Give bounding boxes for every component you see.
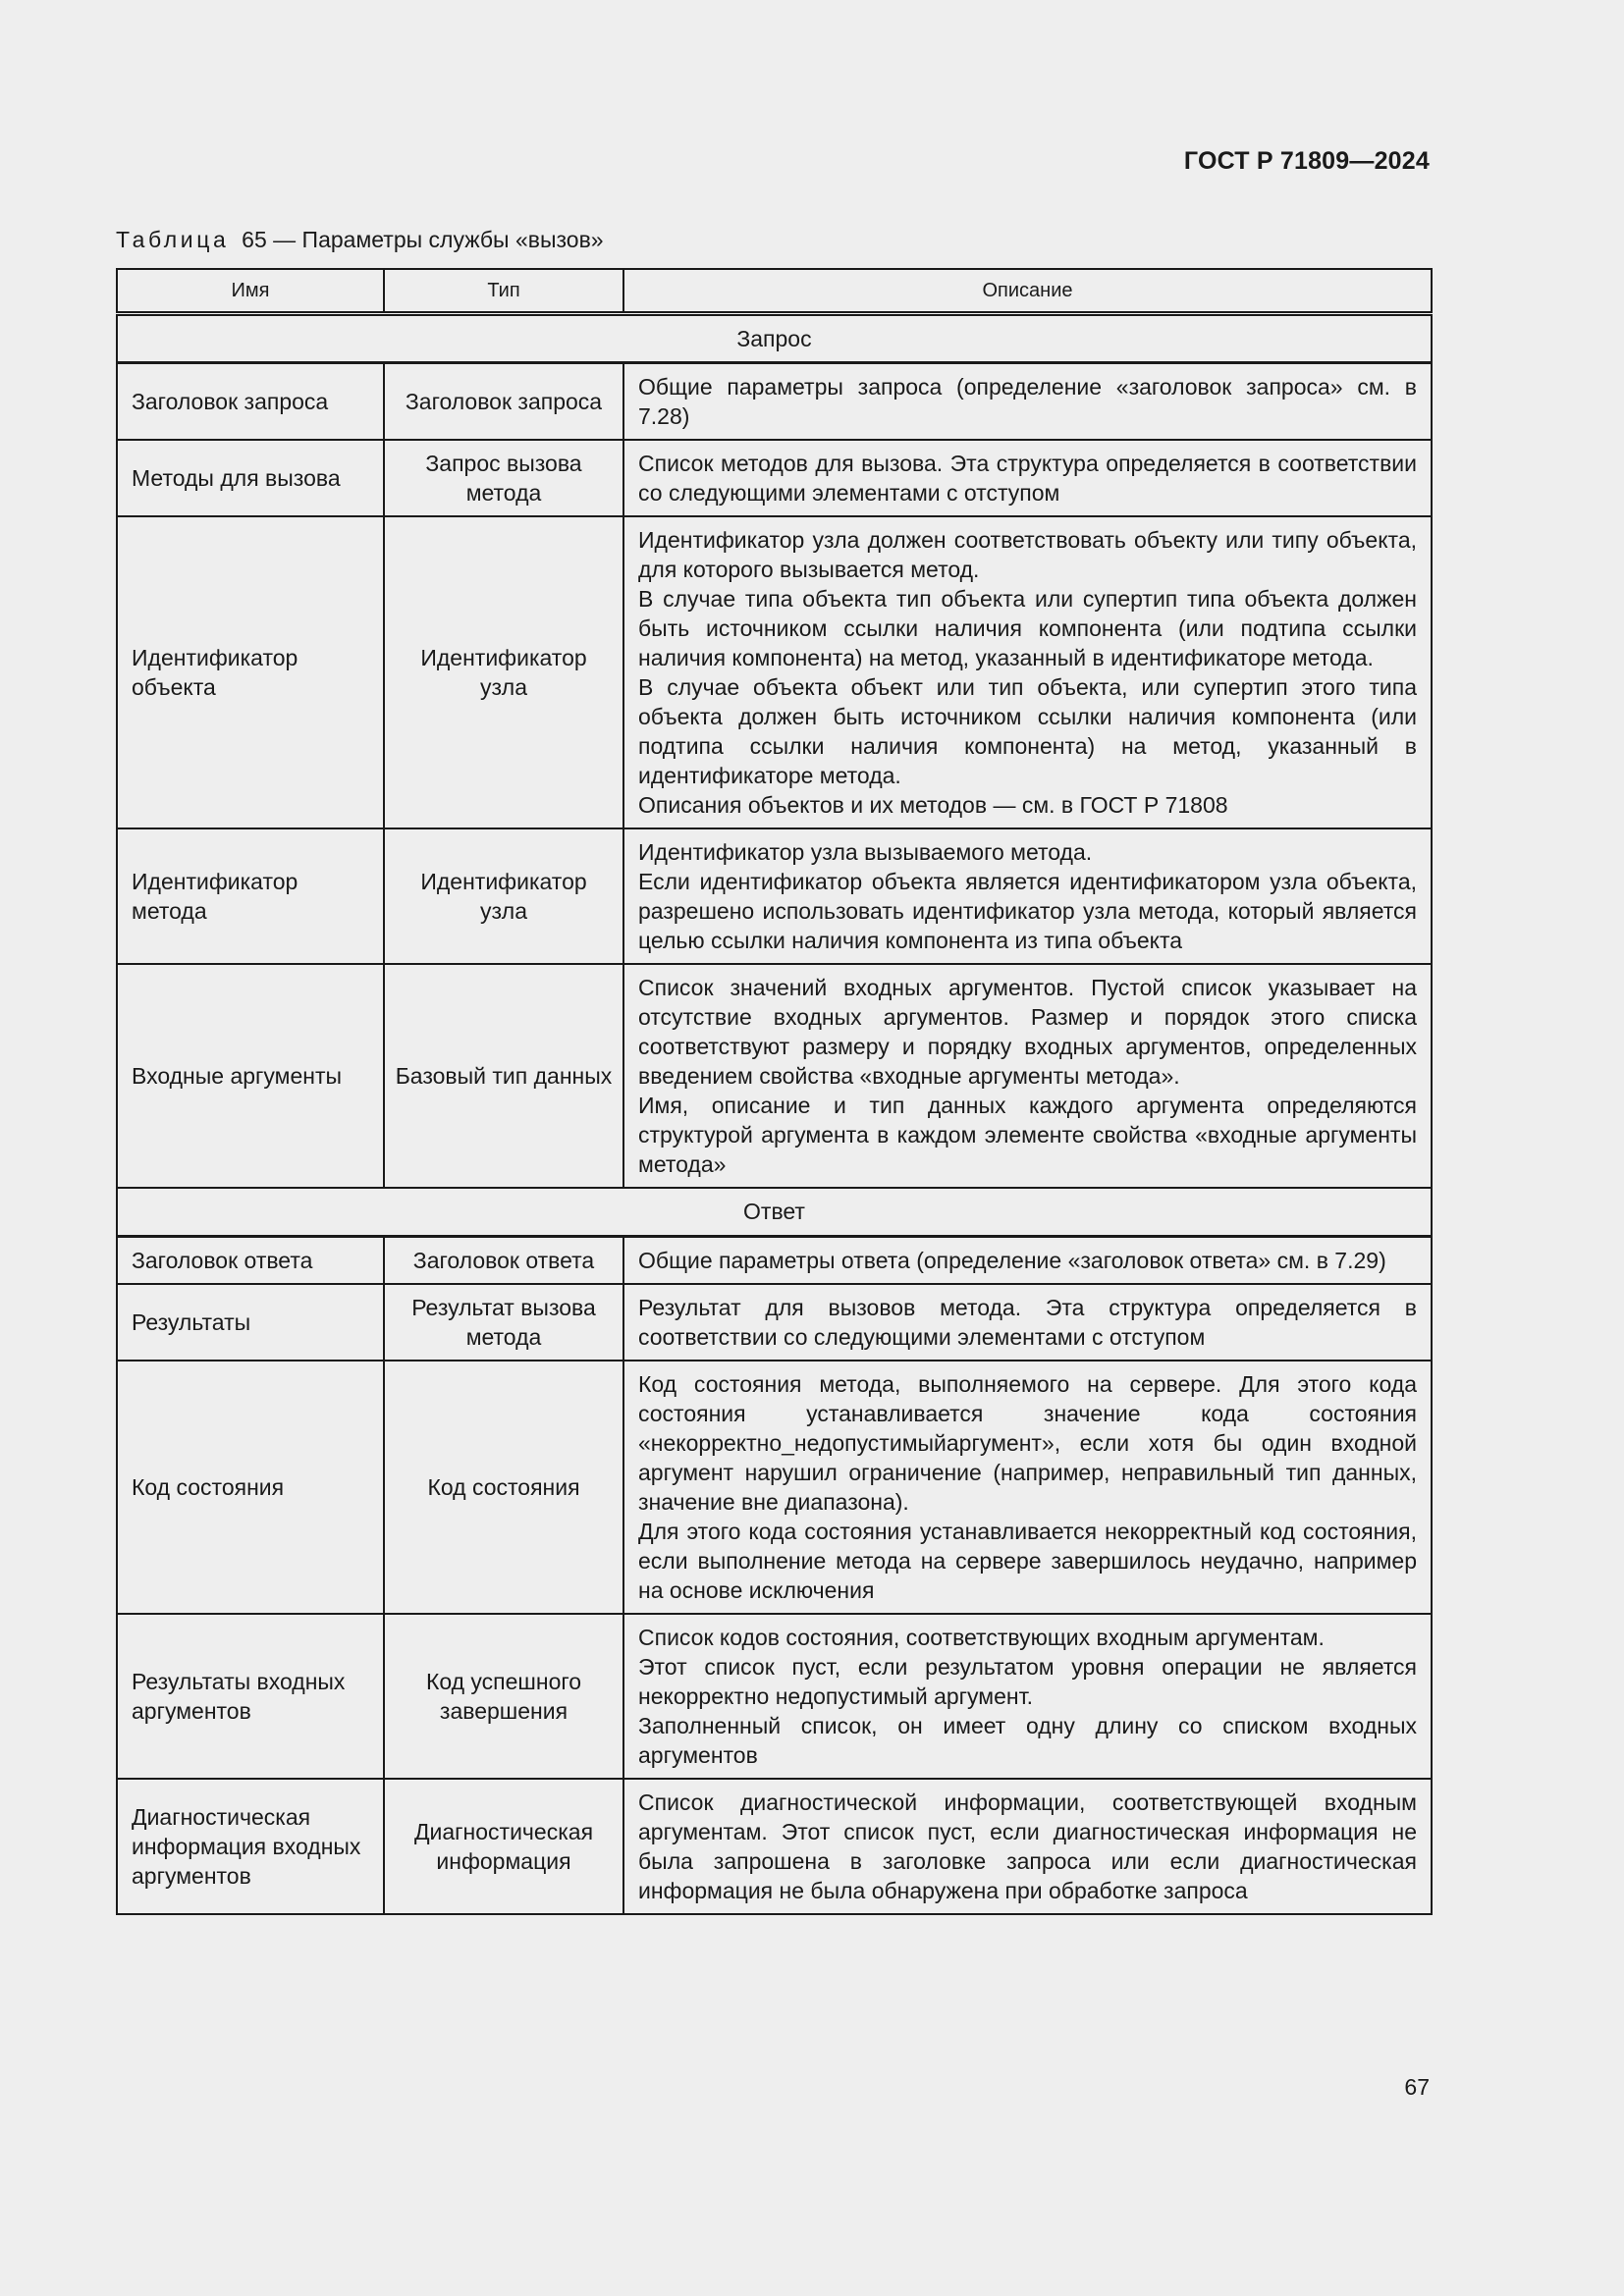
table-caption [116,227,604,253]
table-row [117,1779,1432,1914]
description-paragraph: Результат для вызовов метода. Эта структура определяется в соответствии со следующими элементами с отступом [638,1295,1417,1350]
param-type: Диагностическая информация [384,1779,623,1914]
section-title: Ответ [117,1188,1432,1237]
description-paragraph: Общие параметры ответа (определение «заголовок ответа» см. в 7.29) [638,1248,1386,1273]
description-paragraph: Этот список пуст, если результатом уровня операции не является некорректно недопустимый аргумент. [638,1654,1417,1709]
description-paragraph: В случае типа объекта тип объекта или супертип типа объекта должен быть источником ссылки наличия компонента (или подтипа ссылки наличия компонента) на метод, указанный в идентификаторе метода. [638,585,1417,670]
description-paragraph: Код состояния метода, выполняемого на сервере. Для этого кода состояния устанавливается значение кода состояния «некорректно_недопустимыйаргумент», если хотя бы один входной аргумент нарушил ограничение (например, неправильный тип данных, значение вне диапазона). [638,1371,1417,1515]
document-code: ГОСТ Р 71809—2024 [1183,147,1430,175]
param-description [623,440,1432,516]
table-row [117,1361,1432,1614]
param-name: Заголовок ответа [117,1237,384,1285]
param-description [623,1284,1432,1361]
table-row [117,1237,1432,1285]
param-type: Код состояния [384,1361,623,1614]
param-type: Идентификатор узла [384,516,623,828]
description-paragraph: Имя, описание и тип данных каждого аргумента определяются структурой аргумента в каждом элементе свойства «входные аргументы метода» [638,1092,1417,1177]
param-description [623,1237,1432,1285]
param-name: Код состояния [117,1361,384,1614]
table-row [117,1284,1432,1361]
description-paragraph: Общие параметры запроса (определение «заголовок запроса» см. в 7.28) [638,373,1417,429]
param-type: Заголовок ответа [384,1237,623,1285]
param-description [623,964,1432,1188]
description-paragraph: Список значений входных аргументов. Пустой список указывает на отсутствие входных аргументов. Размер и порядок этого списка соответствуют размеру и порядку входных аргументов, определенных введением свойства «входные аргументы метода». [638,974,1417,1089]
section-title: Запрос [117,313,1432,362]
table-row [117,1614,1432,1779]
param-description [623,1779,1432,1914]
param-name: Результаты входных аргументов [117,1614,384,1779]
description-paragraph: Заполненный список, он имеет одну длину со списком входных аргументов [638,1713,1417,1768]
param-description [623,828,1432,964]
column-header-description: Описание [623,269,1432,313]
table-caption-text: 65 — Параметры службы «вызов» [242,227,604,252]
param-name: Результаты [117,1284,384,1361]
description-paragraph: Идентификатор узла вызываемого метода. [638,838,1093,865]
description-paragraph: Если идентификатор объекта является идентификатором узла объекта, разрешено использовать идентификатор узла метода, который является целью ссылки наличия компонента из типа объекта [638,868,1417,953]
param-description [623,362,1432,440]
param-description [623,516,1432,828]
description-paragraph: В случае объекта объект или тип объекта, или супертип этого типа объекта должен быть источником ссылки наличия компонента (или подтипа ссылки наличия компонента) на метод, указанный в идентификаторе метода. [638,673,1417,788]
param-name: Идентификатор объекта [117,516,384,828]
description-paragraph: Описания объектов и их методов — см. в ГОСТ Р 71808 [638,791,1228,818]
param-name: Идентификатор метода [117,828,384,964]
description-paragraph: Список диагностической информации, соответствующей входным аргументам. Этот список пуст, если диагностическая информация не была запрошена в заголовке запроса или если диагностическая информация не была обнаружена при обработке запроса [638,1789,1417,1903]
param-name: Заголовок запроса [117,362,384,440]
column-header-type: Тип [384,269,623,313]
table-header-row [117,269,1432,313]
param-type: Заголовок запроса [384,362,623,440]
table-row [117,964,1432,1188]
section-row [117,1188,1432,1237]
description-paragraph: Для этого кода состояния устанавливается некорректный код состояния, если выполнение метода на сервере завершилось неудачно, например на основе исключения [638,1519,1417,1603]
param-type: Базовый тип данных [384,964,623,1188]
param-name: Входные аргументы [117,964,384,1188]
param-name: Методы для вызова [117,440,384,516]
param-type: Код успешного завершения [384,1614,623,1779]
description-paragraph: Список кодов состояния, соответствующих входным аргументам. [638,1625,1325,1650]
description-paragraph: Список методов для вызова. Эта структура определяется в соответствии со следующими элементами с отступом [638,450,1417,506]
table-caption-prefix: Таблица [116,227,230,252]
table-body [117,313,1432,1914]
page-number: 67 [1404,2074,1430,2100]
param-type: Результат вызова метода [384,1284,623,1361]
column-header-name: Имя [117,269,384,313]
param-type: Идентификатор узла [384,828,623,964]
table-row [117,828,1432,964]
table-row [117,362,1432,440]
param-type: Запрос вызова метода [384,440,623,516]
section-row [117,313,1432,362]
param-description [623,1361,1432,1614]
table-row [117,440,1432,516]
description-paragraph: Идентификатор узла должен соответствовать объекту или типу объекта, для которого вызывается метод. [638,526,1417,582]
param-name: Диагностическая информация входных аргументов [117,1779,384,1914]
parameters-table [116,268,1433,1915]
param-description [623,1614,1432,1779]
table-row [117,516,1432,828]
